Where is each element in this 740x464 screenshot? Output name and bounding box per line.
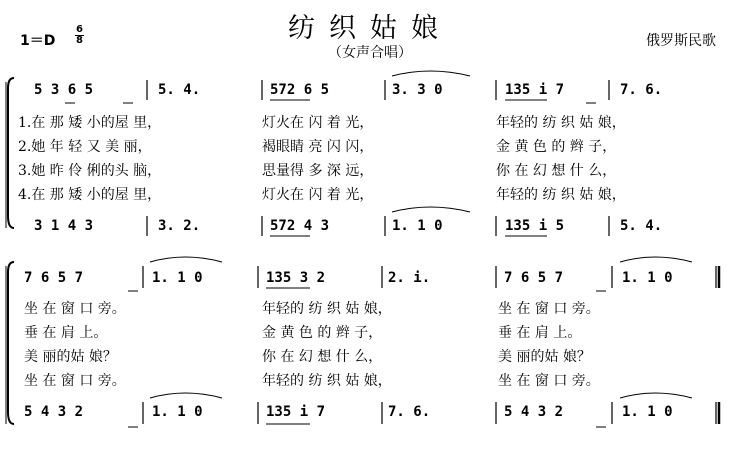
system2-brace	[8, 262, 14, 424]
sys1-upper-measure-2: 5. 4.	[158, 82, 201, 98]
sys1-lower-measure-6: 5. 4.	[620, 218, 663, 234]
sys2-verse3-part1: 美 丽的姑 娘？	[24, 349, 117, 365]
sys2-lower-measure-4: 7. 6.	[388, 404, 431, 420]
sys1-verse2-part1: 2.她 年 轻 又 美 丽，	[18, 139, 152, 155]
sys1-verse1-part1: 1.在 那 矮 小的屋 里，	[18, 115, 162, 131]
meter-numerator: 6	[76, 24, 83, 35]
sys1-verse2-part3: 金 黄 色 的 辫 子，	[496, 139, 617, 155]
sys2-verse1-part3: 坐 在 窗 口 旁。	[498, 301, 600, 317]
system2-tie-lower-2	[620, 393, 692, 398]
sys2-verse3-part3: 美 丽的姑 娘？	[498, 349, 591, 365]
system2-tie-upper-1	[150, 257, 222, 262]
sys2-verse4-part3: 坐 在 窗 口 旁。	[498, 373, 600, 389]
sys2-upper-measure-1: 7 6 5 7	[24, 270, 84, 286]
sys2-lower-measure-6: 1. 1 0	[622, 404, 673, 420]
meter-denominator: 8	[76, 35, 83, 46]
song-subtitle: （女声合唱）	[328, 45, 412, 61]
sys1-verse2-part2: 褐眼睛 亮 闪 闪，	[262, 139, 374, 155]
sys1-verse3-part1: 3.她 昨 伶 俐的头 脑，	[18, 163, 162, 179]
sys1-lower-measure-3: 572 4 3	[270, 218, 330, 234]
sys1-verse4-part3: 年轻的 纺 织 姑 娘，	[496, 187, 626, 203]
sys2-verse1-part1: 坐 在 窗 口 旁。	[24, 301, 126, 317]
sys2-lower-measure-3: 135 i 7	[266, 404, 326, 420]
sys2-verse4-part2: 年轻的 纺 织 姑 娘，	[262, 373, 392, 389]
sys1-verse3-part3: 你 在 幻 想 什 么，	[496, 163, 617, 179]
sys1-upper-measure-6: 7. 6.	[620, 82, 663, 98]
sys1-verse1-part2: 灯火在 闪 着 光，	[262, 115, 374, 131]
system1-tie-upper	[392, 71, 470, 76]
song-title: 纺织姑娘	[288, 13, 452, 44]
composer-credit: 俄罗斯民歌	[646, 33, 716, 49]
sys2-lower-measure-1: 5 4 3 2	[24, 404, 84, 420]
sys2-verse2-part2: 金 黄 色 的 辫 子，	[262, 325, 383, 341]
system2-tie-lower-1	[150, 393, 222, 398]
sys1-lower-measure-1: 3 1 4 3	[34, 218, 94, 234]
system2-tie-upper-2	[620, 257, 692, 262]
sys2-upper-measure-2: 1. 1 0	[152, 270, 203, 286]
sys1-upper-measure-1: 5 3 6 5	[34, 82, 94, 98]
key-signature: 1＝D	[20, 33, 56, 49]
sys2-lower-measure-2: 1. 1 0	[152, 404, 203, 420]
sys1-lower-measure-5: 135 i 5	[505, 218, 565, 234]
sys2-upper-measure-4: 2. i.	[388, 270, 431, 286]
sys1-verse1-part3: 年轻的 纺 织 姑 娘，	[496, 115, 626, 131]
sys1-verse4-part2: 灯火在 闪 着 光，	[262, 187, 374, 203]
sys1-verse3-part2: 思量得 多 深 远，	[262, 163, 374, 179]
system1-brace	[8, 78, 14, 228]
sys2-verse4-part1: 坐 在 窗 口 旁。	[24, 373, 126, 389]
system1-tie-lower	[392, 207, 470, 212]
sys1-lower-measure-4: 1. 1 0	[392, 218, 443, 234]
sys1-lower-measure-2: 3. 2.	[158, 218, 201, 234]
sys2-upper-measure-5: 7 6 5 7	[504, 270, 564, 286]
sys2-verse2-part3: 垂 在 肩 上。	[498, 325, 582, 341]
sys1-upper-measure-3: 572 6 5	[270, 82, 330, 98]
sys1-verse4-part1: 4.在 那 矮 小的屋 里，	[18, 187, 162, 203]
sys1-upper-measure-5: 135 i 7	[505, 82, 565, 98]
sys2-lower-measure-5: 5 4 3 2	[504, 404, 564, 420]
sys2-verse2-part1: 垂 在 肩 上。	[24, 325, 108, 341]
sys2-upper-measure-3: 135 3 2	[266, 270, 326, 286]
sys2-verse3-part2: 你 在 幻 想 什 么，	[262, 349, 383, 365]
sys1-upper-measure-4: 3. 3 0	[392, 82, 443, 98]
sys2-upper-measure-6: 1. 1 0	[622, 270, 673, 286]
sys2-verse1-part2: 年轻的 纺 织 姑 娘，	[262, 301, 392, 317]
